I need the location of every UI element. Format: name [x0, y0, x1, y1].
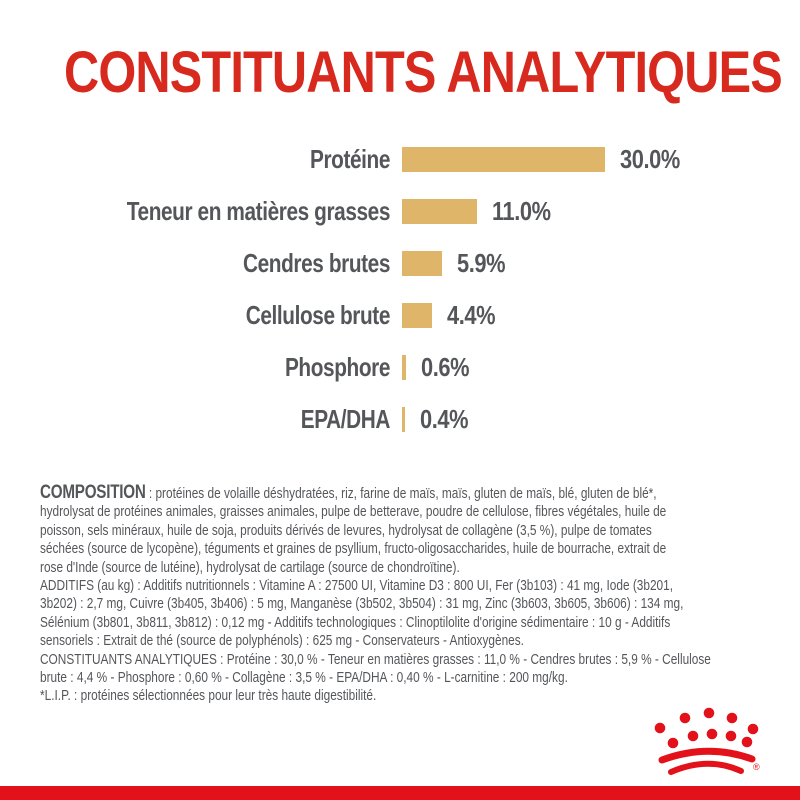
body-line: ADDITIFS (au kg) : Additifs nutritionnels : Vitamine A : 27500 UI, Vitamine D3 : 800 UI, Fer (3b103) : 41 mg, Iode (3b201,	[40, 577, 674, 595]
chart-row	[0, 144, 800, 174]
chart-bar	[402, 407, 405, 432]
chart-row	[0, 300, 800, 330]
chart-bar	[402, 303, 432, 328]
chart-bar	[402, 251, 442, 276]
body-line: brute : 4,4 % - Phosphore : 0,60 % - Collagène : 3,5 % - EPA/DHA : 0,40 % - L-carnitine : 200 mg/kg.	[40, 669, 568, 687]
composition-line	[40, 481, 657, 503]
body-line: hydrolysat de protéines animales, graisses animales, pulpe de betterave, poudre de cellulose, fibres végétales, huile de	[40, 503, 667, 521]
chart-bar-value: 0.6%	[421, 352, 470, 382]
bottom-red-bar	[0, 786, 800, 800]
chart-bar	[402, 147, 605, 172]
crown-dots	[655, 708, 759, 749]
chart-row	[0, 404, 800, 434]
chart-bar-value: 0.4%	[419, 404, 468, 434]
chart-row-label: Teneur en matières grasses	[126, 196, 391, 226]
chart-row-label: Protéine	[309, 144, 390, 174]
body-line: Sélénium (3b801, 3b811, 3b812) : 0,12 mg - Additifs technologiques : Clinoptilolite d'origine sédimentaire : 10 g - Additifs	[40, 613, 671, 631]
chart-row-label: Phosphore	[284, 352, 390, 382]
chart-row-label: EPA/DHA	[300, 404, 390, 434]
body-line: *L.I.P. : protéines sélectionnées pour leur très haute digestibilité.	[40, 687, 377, 705]
chart-bar-value: 5.9%	[456, 248, 505, 278]
body-line: CONSTITUANTS ANALYTIQUES : Protéine : 30,0 % - Teneur en matières grasses : 11,0 % - Cendres brutes : 5,9 % - Cellulose	[40, 650, 711, 668]
chart-bar-value: 30.0%	[620, 144, 680, 174]
crown-arcs	[662, 751, 752, 772]
body-line: 3b202) : 2,7 mg, Cuivre (3b405, 3b406) : 5 mg, Manganèse (3b502, 3b504) : 31 mg, Zinc (3b603, 3b605, 3b606) : 134 mg,	[40, 595, 684, 613]
body-line-text: : protéines de volaille déshydratées, riz, farine de maïs, maïs, gluten de maïs, blé, gluten de blé*,	[145, 485, 657, 502]
chart-bar	[402, 199, 477, 224]
composition-heading: COMPOSITION	[40, 481, 146, 503]
analytical-constituents-chart	[0, 144, 800, 459]
registered-trademark: ®	[753, 762, 760, 772]
chart-row-label: Cellulose brute	[245, 300, 390, 330]
chart-row	[0, 248, 800, 278]
chart-bar-value: 11.0%	[491, 196, 551, 226]
royal-canin-crown-logo	[650, 702, 765, 780]
chart-row	[0, 352, 800, 382]
ingredients-text-block	[40, 483, 780, 706]
chart-row-label: Cendres brutes	[243, 248, 390, 278]
body-line: séchées (source de lycopène), téguments et graines de psyllium, fructo-oligosaccharides, huile de bourrache, extrait de	[40, 540, 667, 558]
body-line: sensoriels : Extrait de thé (source de polyphénols) : 625 mg - Conservateurs - Antioxygènes.	[40, 632, 524, 650]
page-title: CONSTITUANTS ANALYTIQUES	[64, 40, 782, 105]
chart-row	[0, 196, 800, 226]
body-line: poisson, sels minéraux, huile de soja, produits dérivés de levures, hydrolysat de collagène (3,5 %), pulpe de tomates	[40, 521, 652, 539]
chart-bar	[402, 355, 406, 380]
body-line: rose d'Inde (source de lutéine), hydrolysat de cartilage (source de chondroïtine).	[40, 558, 460, 576]
chart-bar-value: 4.4%	[446, 300, 495, 330]
